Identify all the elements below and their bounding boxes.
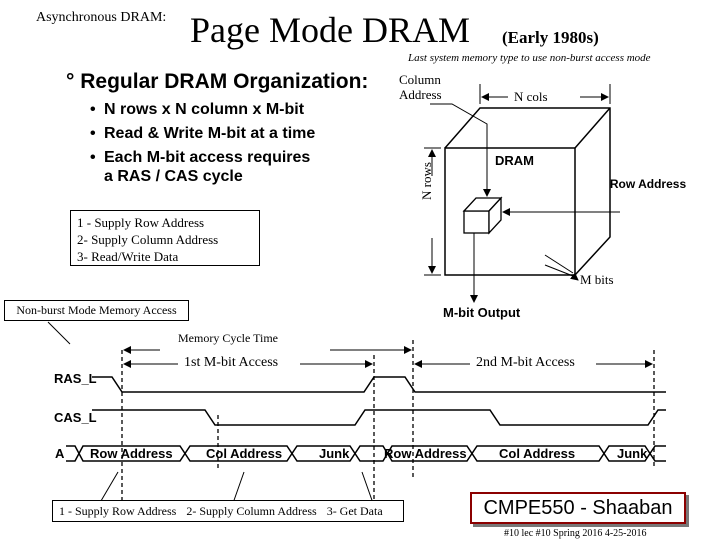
era-label: (Early 1980s) (502, 28, 599, 47)
bullet-item: • Each M-bit access requires a RAS / CAS cycle (104, 148, 315, 186)
cas-signal-label: CAS_L (54, 410, 97, 425)
address-signal-label: A (55, 446, 65, 461)
page-title: Page Mode DRAM (190, 10, 470, 50)
nonburst-label: Non-burst Mode Memory Access (4, 300, 189, 321)
bullet-item: • Read & Write M-bit at a time (104, 124, 315, 143)
cycle-time-label: Memory Cycle Time (178, 331, 279, 345)
ras-waveform (92, 377, 666, 392)
mbit-output-label: M-bit Output (443, 305, 521, 320)
dram-cube (445, 108, 610, 275)
mbits-arrow (573, 276, 578, 280)
address-segment: Junk (319, 446, 350, 461)
step-line: 3- Read/Write Data (77, 249, 179, 264)
address-segment: Col Address (206, 446, 283, 461)
category-label: Asynchronous DRAM: (36, 10, 167, 25)
cas-waveform (92, 410, 666, 425)
footer-info: #10 lec #10 Spring 2016 4-25-2016 (504, 528, 647, 539)
address-segment: Col Address (499, 446, 576, 461)
course-badge: CMPE550 - Shaaban (470, 492, 686, 524)
step-line: 1 - Supply Row Address (77, 215, 205, 230)
address-segment: Row Address (384, 446, 467, 461)
bottom-step: 2- Supply Column Address (186, 504, 317, 518)
column-address-label: Column Address (399, 72, 442, 102)
dram-label: DRAM (495, 153, 534, 168)
bottom-steps-box (52, 500, 404, 522)
organization-heading: ° Regular DRAM Organization: (66, 70, 369, 93)
step-line: 2- Supply Column Address (77, 232, 219, 247)
ras-signal-label: RAS_L (54, 371, 97, 386)
ncols-label: N cols (514, 89, 548, 104)
mbits-label: M bits (580, 272, 614, 287)
first-access-label: 1st M-bit Access (184, 355, 279, 370)
row-address-label: Row Address (609, 177, 687, 191)
subtitle: Last system memory type to use non-burst access mode (408, 52, 651, 64)
second-access-label: 2nd M-bit Access (476, 355, 575, 370)
nrows-label: N rows (419, 162, 434, 200)
bottom-step: 3- Get Data (326, 504, 383, 518)
address-segment: Junk (617, 446, 648, 461)
address-segment: Row Address (90, 446, 173, 461)
bullet-item: • N rows x N column x M-bit (104, 100, 315, 119)
nonburst-pointer (48, 322, 70, 344)
bottom-step: 1 - Supply Row Address (59, 504, 177, 518)
